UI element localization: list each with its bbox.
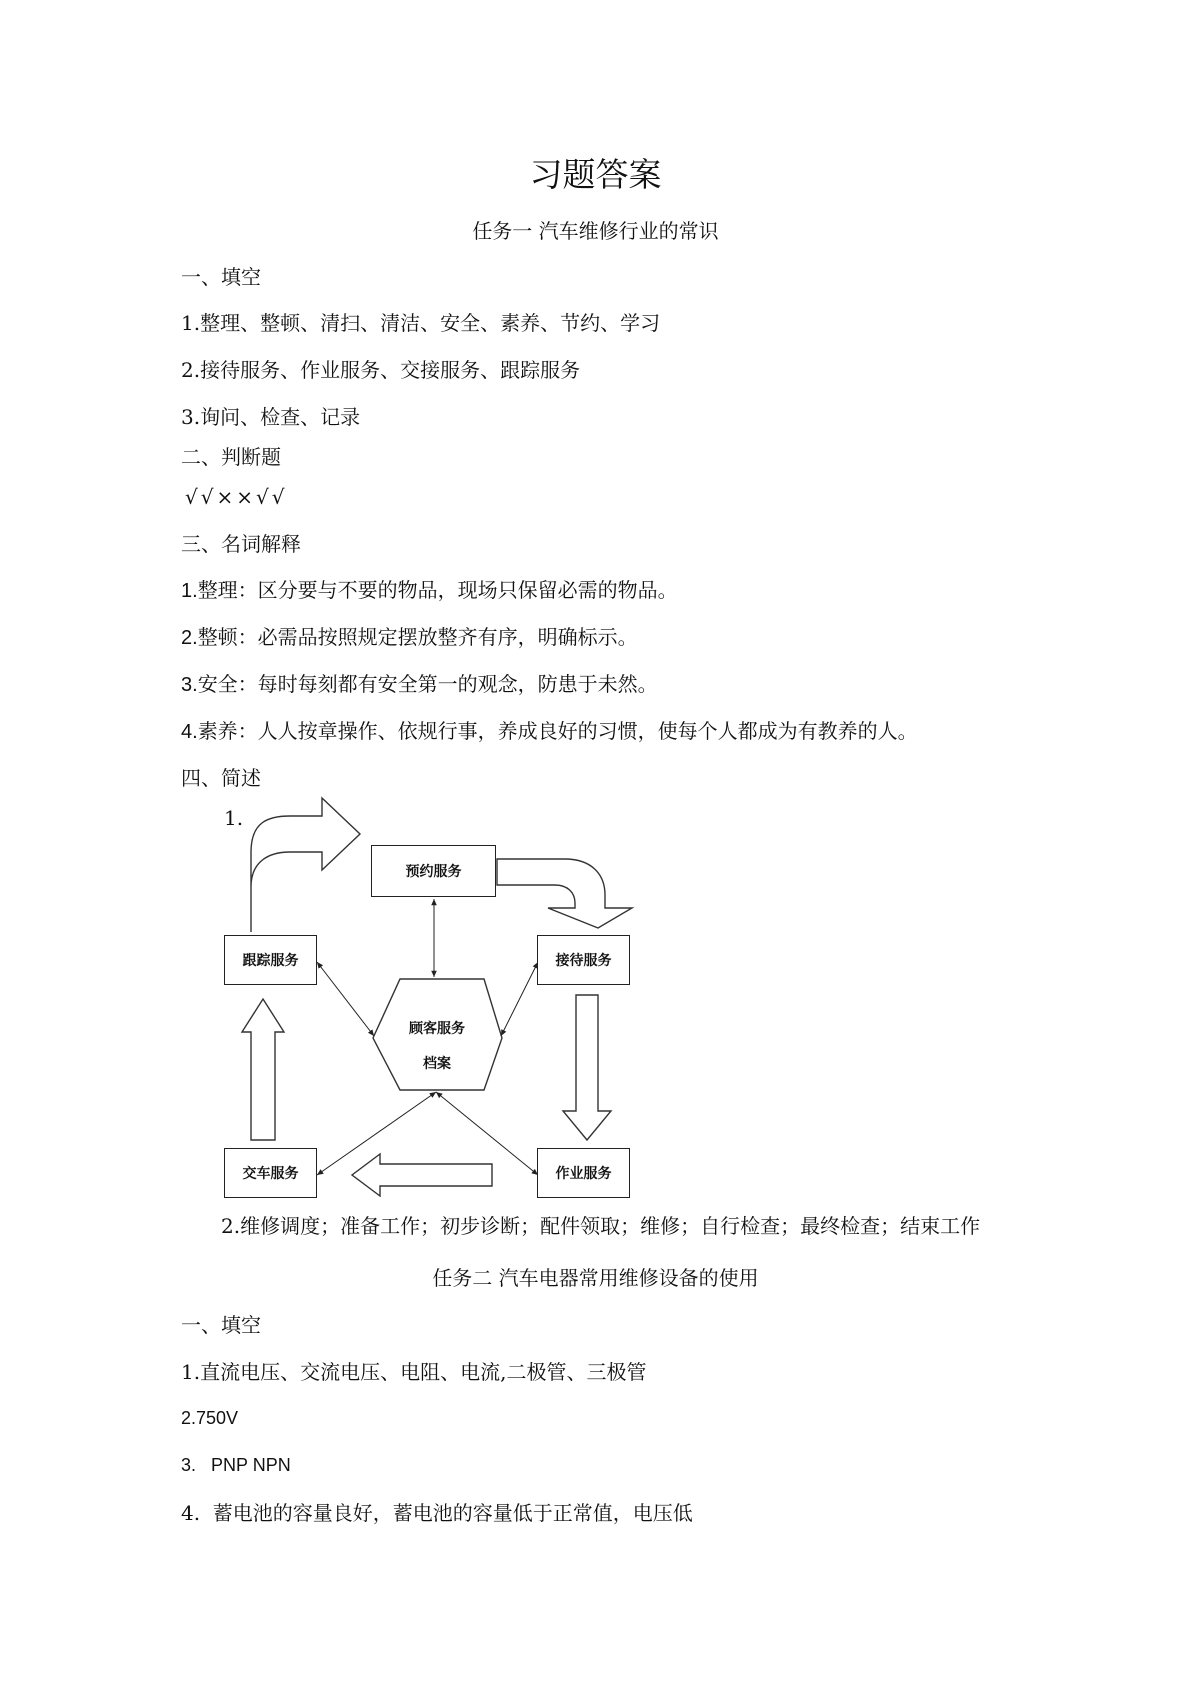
task2-heading: 任务二 汽车电器常用维修设备的使用 xyxy=(432,1266,759,1290)
node-booking-service: 预约服务 xyxy=(371,845,496,897)
connector-work-hexagon xyxy=(436,1092,538,1175)
connector-follow-hexagon xyxy=(317,962,374,1036)
term-3-text: 安全：每时每刻都有安全第一的观念，防患于未然。 xyxy=(197,672,658,696)
block-arrow-work-to-delivery xyxy=(352,1154,492,1196)
term-2-number: 2. xyxy=(181,627,198,649)
task1-fill-1: 1.整理、整顿、清扫、清洁、安全、素养、节约、学习 xyxy=(181,311,661,335)
block-arrow-delivery-to-follow xyxy=(242,999,284,1140)
task1-section4-title: 四、简述 xyxy=(181,766,261,790)
judge-answers: √√××√√ xyxy=(185,485,288,509)
task1-fill-3: 3.询问、检查、记录 xyxy=(181,405,361,429)
task2-fill-4: 4. 蓄电池的容量良好，蓄电池的容量低于正常值，电压低 xyxy=(181,1501,693,1525)
task1-fill-2: 2.接待服务、作业服务、交接服务、跟踪服务 xyxy=(181,358,581,382)
node-reception-service: 接待服务 xyxy=(537,935,630,985)
task2-fill-2: 2.750V xyxy=(181,1408,239,1428)
task1-section2-title: 二、判断题 xyxy=(181,445,281,469)
task1-section3-title: 三、名词解释 xyxy=(181,532,301,556)
task1-heading: 任务一 汽车维修行业的常识 xyxy=(472,219,719,243)
task2-fill-1: 1.直流电压、交流电压、电阻、电流,二极管、三极管 xyxy=(181,1360,647,1384)
curved-arrow-booking-to-reception xyxy=(497,859,632,928)
node-delivery-service: 交车服务 xyxy=(224,1148,317,1198)
q2-answer: 2.维修调度；准备工作；初步诊断；配件领取；维修；自行检查；最终检查；结束工作 xyxy=(221,1214,981,1238)
block-arrow-reception-to-work xyxy=(563,995,611,1140)
node-work-service: 作业服务 xyxy=(537,1148,630,1198)
document-title: 习题答案 xyxy=(529,155,662,194)
hexagon-label-line2: 档案 xyxy=(423,1056,451,1072)
node-follow-up-service: 跟踪服务 xyxy=(224,935,317,985)
task2-fill-3: 3. PNP NPN xyxy=(181,1455,291,1475)
term-2-text: 整顿：必需品按照规定摆放整齐有序，明确标示。 xyxy=(197,625,638,649)
curved-arrow-follow-to-booking xyxy=(251,798,360,932)
connector-reception-hexagon xyxy=(501,962,538,1036)
q1-label: 1. xyxy=(224,806,244,830)
term-1-text: 整理：区分要与不要的物品，现场只保留必需的物品。 xyxy=(197,578,678,602)
task2-section1-title: 一、填空 xyxy=(181,1313,261,1337)
term-4-text: 素养：人人按章操作、依规行事，养成良好的习惯，使每个人都成为有教养的人。 xyxy=(197,719,918,743)
term-1-number: 1. xyxy=(181,580,198,602)
term-3-number: 3. xyxy=(181,674,198,696)
term-4-number: 4. xyxy=(181,721,198,743)
task1-section1-title: 一、填空 xyxy=(181,265,261,289)
hexagon-label-line1: 顾客服务 xyxy=(409,1021,465,1037)
